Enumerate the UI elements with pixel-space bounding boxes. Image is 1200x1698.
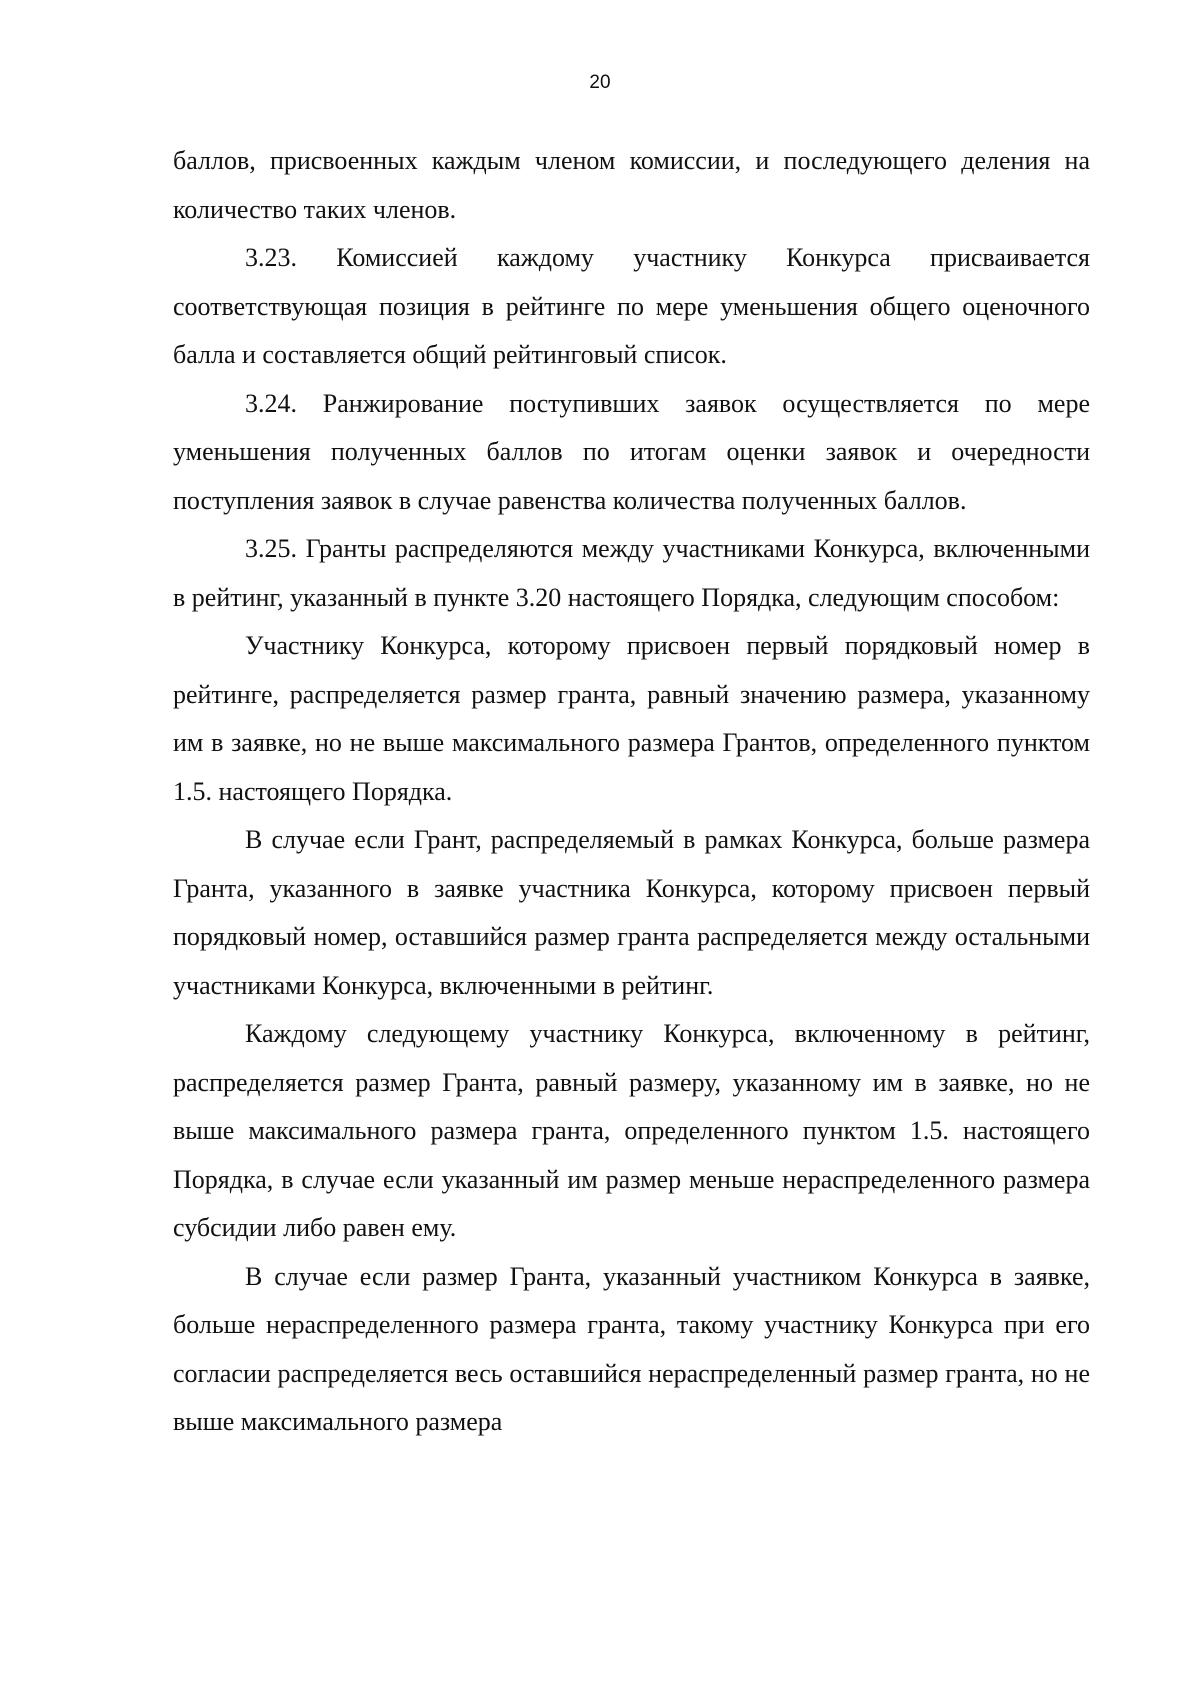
paragraph-continuation: баллов, присвоенных каждым членом комиссии, и последующего деления на количество таких членов. [173,146,1090,224]
document-body [173,137,1090,1447]
paragraph-first-participant: Участнику Конкурса, которому присвоен первый порядковый номер в рейтинге, распределяется размер гранта, равный значению размера, указанному им в заявке, но не выше максимального размера Грантов, определенного пунктом 1.5. настоящего Порядка. [173,631,1090,806]
page-number: 20 [589,72,611,93]
paragraph-3-24: 3.24. Ранжирование поступивших заявок осуществляется по мере уменьшения полученных баллов по итогам оценки заявок и очередности поступления заявок в случае равенства количества полученных баллов. [173,388,1090,515]
paragraph-each-next-participant: Каждому следующему участнику Конкурса, включенному в рейтинг, распределяется размер Гранта, равный размеру, указанному им в заявке, но не выше максимального размера гранта, определенного пунктом 1.5. настоящего Порядка, в случае если указанный им размер меньше нераспределенного размера субсидии либо равен ему. [173,1019,1090,1242]
paragraph-3-23: 3.23. Комиссией каждому участнику Конкурса присваивается соответствующая позиция в рейтинге по мере уменьшения общего оценочного балла и составляется общий рейтинговый список. [173,243,1090,369]
paragraph-grant-exceeds: В случае если размер Гранта, указанный участником Конкурса в заявке, больше нераспределенного размера гранта, такому участнику Конкурса при его согласии распределяется весь оставшийся нераспределенный размер гранта, но не выше максимального размера [173,1261,1090,1436]
paragraph-remaining-grant: В случае если Грант, распределяемый в рамках Конкурса, больше размера Гранта, указанного в заявке участника Конкурса, которому присвоен первый порядковый номер, оставшийся размер гранта распределяется между остальными участниками Конкурса, включенными в рейтинг. [173,825,1090,1000]
paragraph-3-25: 3.25. Гранты распределяются между участниками Конкурса, включенными в рейтинг, указанный в пункте 3.20 настоящего Порядка, следующим способом: [173,534,1090,612]
